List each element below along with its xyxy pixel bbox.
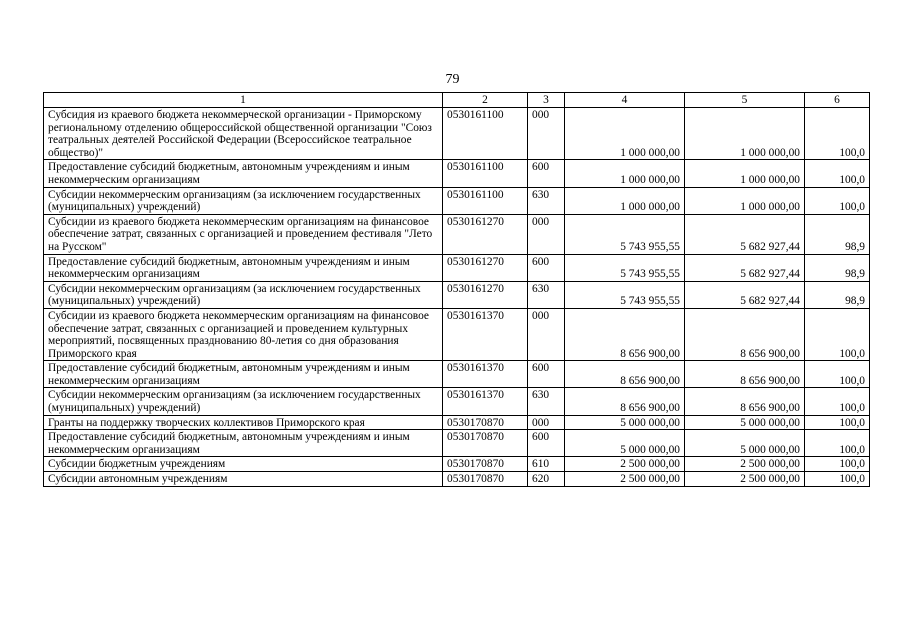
row-fact-cell: 8 656 900,00 [685,361,805,388]
row-percent-cell: 100,0 [805,388,870,415]
row-plan-cell: 5 000 000,00 [565,415,685,430]
table-row [44,281,870,308]
row-name-cell: Субсидии из краевого бюджета некоммерческим организациям на финансовое обеспечение затрат, связанных с организацией и проведением фестиваля "Лето на Русском" [44,214,443,254]
row-plan-cell: 5 743 955,55 [565,254,685,281]
table-row [44,187,870,214]
row-percent-cell: 100,0 [805,430,870,457]
row-vr-cell: 600 [528,430,565,457]
table-row [44,415,870,430]
row-vr-cell: 600 [528,254,565,281]
row-plan-cell: 8 656 900,00 [565,361,685,388]
row-name-cell: Гранты на поддержку творческих коллективов Приморского края [44,415,443,430]
table-row [44,457,870,472]
row-fact-cell: 8 656 900,00 [685,388,805,415]
row-name-cell: Предоставление субсидий бюджетным, автономным учреждениям и иным некоммерческим организациям [44,254,443,281]
row-percent-cell: 98,9 [805,214,870,254]
row-code-cell: 0530161370 [443,388,528,415]
row-code-cell: 0530170870 [443,430,528,457]
row-plan-cell: 1 000 000,00 [565,108,685,160]
row-plan-cell: 5 000 000,00 [565,430,685,457]
row-vr-cell: 610 [528,457,565,472]
row-vr-cell: 620 [528,472,565,487]
row-plan-cell: 5 743 955,55 [565,281,685,308]
column-header: 2 [443,93,528,108]
row-name-cell: Субсидии некоммерческим организациям (за исключением государственных (муниципальных) учреждений) [44,187,443,214]
row-fact-cell: 1 000 000,00 [685,187,805,214]
row-code-cell: 0530161270 [443,214,528,254]
row-name-cell: Предоставление субсидий бюджетным, автономным учреждениям и иным некоммерческим организациям [44,361,443,388]
page-number: 79 [445,72,460,87]
table-row [44,254,870,281]
row-code-cell: 0530161370 [443,361,528,388]
column-header: 6 [805,93,870,108]
row-code-cell: 0530161100 [443,187,528,214]
row-plan-cell: 1 000 000,00 [565,160,685,187]
row-fact-cell: 1 000 000,00 [685,160,805,187]
row-name-cell: Субсидии некоммерческим организациям (за исключением государственных (муниципальных) учреждений) [44,281,443,308]
table-header-row [44,93,870,108]
row-percent-cell: 100,0 [805,457,870,472]
row-fact-cell: 5 682 927,44 [685,254,805,281]
row-name-cell: Предоставление субсидий бюджетным, автономным учреждениям и иным некоммерческим организациям [44,160,443,187]
row-percent-cell: 98,9 [805,254,870,281]
row-percent-cell: 100,0 [805,308,870,360]
row-name-cell: Субсидии из краевого бюджета некоммерческим организациям на финансовое обеспечение затрат, связанных с организацией и проведением культурных мероприятий, посвященных празднованию 80-летия со дня образования Приморского края [44,308,443,360]
row-plan-cell: 1 000 000,00 [565,187,685,214]
table-row [44,472,870,487]
row-fact-cell: 5 000 000,00 [685,415,805,430]
row-fact-cell: 5 000 000,00 [685,430,805,457]
row-code-cell: 0530161270 [443,281,528,308]
column-header: 5 [685,93,805,108]
row-vr-cell: 630 [528,388,565,415]
table-body [44,93,870,487]
row-code-cell: 0530161100 [443,108,528,160]
row-name-cell: Предоставление субсидий бюджетным, автономным учреждениям и иным некоммерческим организациям [44,430,443,457]
row-name-cell: Субсидии бюджетным учреждениям [44,457,443,472]
row-vr-cell: 630 [528,281,565,308]
budget-table [43,92,870,487]
table-row [44,308,870,360]
row-percent-cell: 100,0 [805,472,870,487]
row-plan-cell: 8 656 900,00 [565,388,685,415]
column-header: 3 [528,93,565,108]
row-percent-cell: 100,0 [805,108,870,160]
row-code-cell: 0530161370 [443,308,528,360]
table-row [44,214,870,254]
row-code-cell: 0530170870 [443,457,528,472]
row-fact-cell: 5 682 927,44 [685,281,805,308]
row-vr-cell: 000 [528,415,565,430]
row-fact-cell: 2 500 000,00 [685,457,805,472]
table-row [44,388,870,415]
row-plan-cell: 5 743 955,55 [565,214,685,254]
row-code-cell: 0530170870 [443,415,528,430]
row-vr-cell: 630 [528,187,565,214]
row-percent-cell: 100,0 [805,415,870,430]
row-percent-cell: 98,9 [805,281,870,308]
row-code-cell: 0530170870 [443,472,528,487]
row-code-cell: 0530161100 [443,160,528,187]
table-row [44,108,870,160]
row-vr-cell: 600 [528,160,565,187]
column-header: 1 [44,93,443,108]
row-name-cell: Субсидия из краевого бюджета некоммерческой организации - Приморскому региональному отделению общероссийской общественной организации "Союз театральных деятелей Российской Федерации (Всероссийское театральное общество)" [44,108,443,160]
row-code-cell: 0530161270 [443,254,528,281]
row-plan-cell: 2 500 000,00 [565,472,685,487]
row-fact-cell: 2 500 000,00 [685,472,805,487]
row-percent-cell: 100,0 [805,160,870,187]
row-plan-cell: 8 656 900,00 [565,308,685,360]
row-fact-cell: 5 682 927,44 [685,214,805,254]
column-header: 4 [565,93,685,108]
table-row [44,361,870,388]
row-percent-cell: 100,0 [805,187,870,214]
row-name-cell: Субсидии некоммерческим организациям (за исключением государственных (муниципальных) учреждений) [44,388,443,415]
row-fact-cell: 8 656 900,00 [685,308,805,360]
table-row [44,160,870,187]
row-vr-cell: 000 [528,308,565,360]
row-percent-cell: 100,0 [805,361,870,388]
table-row [44,430,870,457]
row-name-cell: Субсидии автономным учреждениям [44,472,443,487]
row-plan-cell: 2 500 000,00 [565,457,685,472]
row-vr-cell: 600 [528,361,565,388]
row-vr-cell: 000 [528,108,565,160]
row-vr-cell: 000 [528,214,565,254]
row-fact-cell: 1 000 000,00 [685,108,805,160]
